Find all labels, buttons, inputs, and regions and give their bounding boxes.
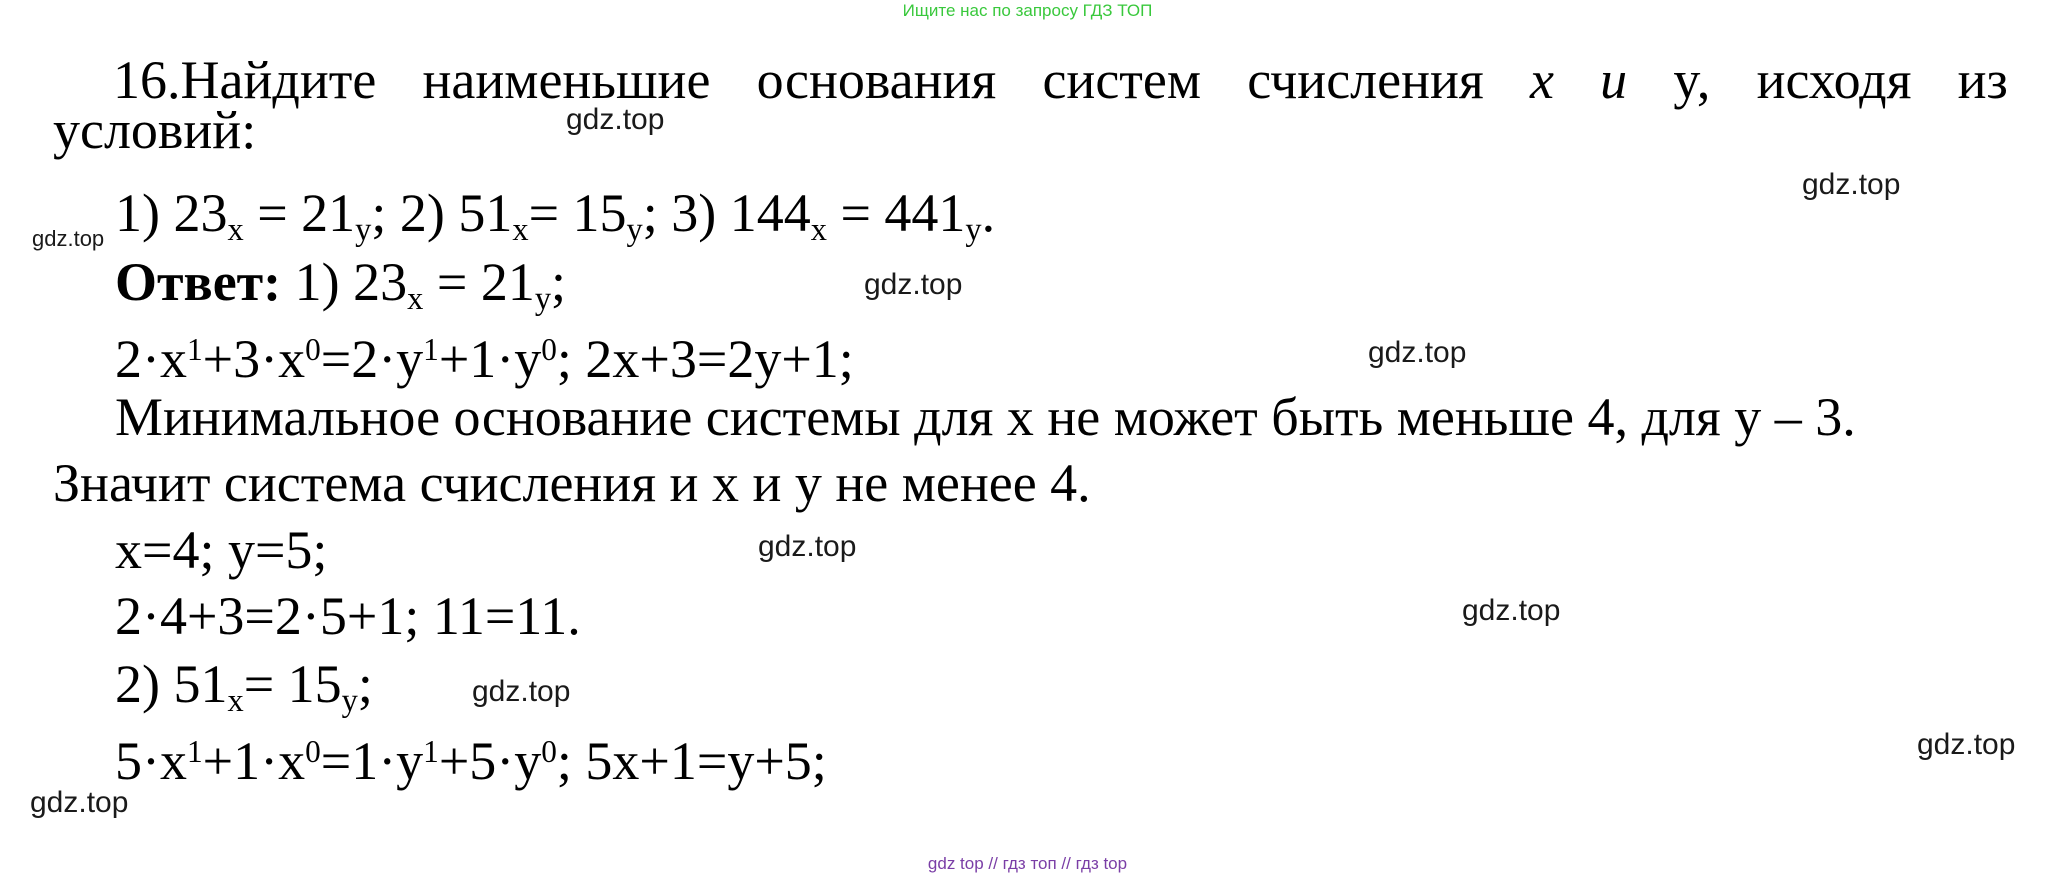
watermark: gdz.top <box>1802 168 1901 201</box>
solution-check: 2·4+3=2·5+1; 11=11. <box>115 586 581 646</box>
problem-conjunction: и <box>1600 50 1628 110</box>
problem-word: из <box>1957 50 2008 110</box>
equation-2: $5\cdot x^1+1\cdot x^0=1\cdot y^1+5\cdot y^0$; 5x+1=y+5; <box>115 731 827 792</box>
problem-line-2: условий: <box>53 100 257 160</box>
watermark: gdz.top <box>30 786 129 819</box>
problem-word: исходя <box>1756 50 1912 110</box>
problem-word: счисления <box>1247 50 1484 110</box>
problem-word: 16.Найдите <box>113 50 377 110</box>
problem-var-y: y, <box>1673 50 1711 110</box>
explanation-line-2: Значит система счисления и x и y не менее 4. <box>53 453 1091 513</box>
watermark: gdz.top <box>1917 728 2016 761</box>
watermark: gdz.top <box>1462 594 1561 627</box>
solution-values: x=4; y=5; <box>115 520 328 580</box>
watermark: gdz.top <box>758 530 857 563</box>
problem-conditions: 1) $23_x = 21_y$; 2) $51_x= 15_y$; 3) $144_x = 441_y$. <box>115 183 996 249</box>
problem-line-1 <box>113 50 2008 110</box>
watermark: gdz.top <box>472 675 571 708</box>
problem-word: систем <box>1042 50 1202 110</box>
answer-label: Ответ: <box>115 252 282 312</box>
problem-word: наименьшие <box>422 50 711 110</box>
problem-var-x: x <box>1529 50 1554 110</box>
watermark: gdz.top <box>1368 336 1467 369</box>
bottom-banner: gdz top // гдз топ // гдз top <box>927 854 1128 873</box>
watermark: gdz.top <box>566 103 665 136</box>
watermark: gdz.top <box>32 226 105 251</box>
top-banner: Ищите нас по запросу ГДЗ ТОП <box>902 1 1153 20</box>
watermark: gdz.top <box>864 268 963 301</box>
equation-1: $2\cdot x^1+3\cdot x^0=2\cdot y^1+1\cdot y^0$; 2x+3=2y+1; <box>115 329 854 390</box>
explanation-line-1: Минимальное основание системы для x не может быть меньше 4, для y – 3. <box>115 387 1856 447</box>
problem-word: основания <box>756 50 997 110</box>
answer-part-2-heading: 2) $51_x= 15_y$; <box>115 654 373 720</box>
answer-part-1-heading: Ответ: 1) $23_x = 21_y$; <box>115 252 567 318</box>
